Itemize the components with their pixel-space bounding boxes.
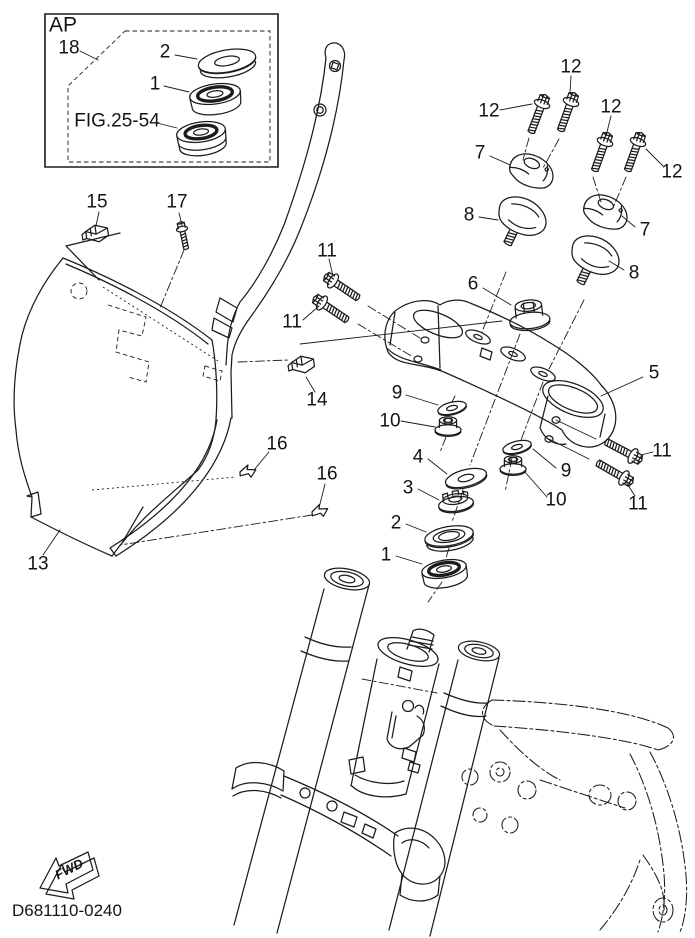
callout-12: 12 [600,96,622,118]
callout-7: 7 [474,142,486,164]
callout-6: 6 [467,273,479,295]
upper-crown [385,300,616,447]
callout-16: 16 [316,463,338,485]
callout-3: 3 [402,477,414,499]
callout-11: 11 [628,493,648,515]
callout-8: 8 [628,262,640,284]
callout-13: 13 [27,553,49,575]
callout-15: 15 [86,191,108,213]
callout-9: 9 [560,460,572,482]
callout-2-inset: 2 [159,41,171,63]
callout-12: 12 [560,56,582,78]
inset-box [45,14,278,167]
callout-12: 12 [478,100,500,122]
callout-18: 18 [58,37,80,59]
callout-1-inset: 1 [149,73,161,95]
callout-9: 9 [391,382,403,404]
callout-4: 4 [412,446,424,468]
handlebar-clamps [487,148,632,294]
fig-reference: FIG.25-54 [74,110,160,132]
callout-8: 8 [463,204,475,226]
leader-lines [43,73,663,564]
lower-assembly [232,564,501,936]
frame-phantom [462,700,687,932]
callout-16: 16 [266,433,288,455]
callout-12: 12 [661,161,683,183]
callout-11: 11 [282,311,302,333]
callout-17: 17 [166,191,188,213]
clips [81,224,329,519]
callout-5: 5 [648,362,660,384]
callout-10: 10 [379,410,401,432]
fwd-label: FWD [52,855,86,883]
callout-7: 7 [639,219,651,241]
callout-1: 1 [380,544,392,566]
callout-11: 11 [652,440,672,462]
callout-11: 11 [317,240,337,262]
callout-2: 2 [390,512,402,534]
callout-10: 10 [545,489,567,511]
callout-14: 14 [306,389,328,411]
number-plate [14,233,222,556]
inset-title: AP [48,13,78,37]
diagram-code: D681110-0240 [12,901,122,920]
stem-parts [420,298,551,591]
